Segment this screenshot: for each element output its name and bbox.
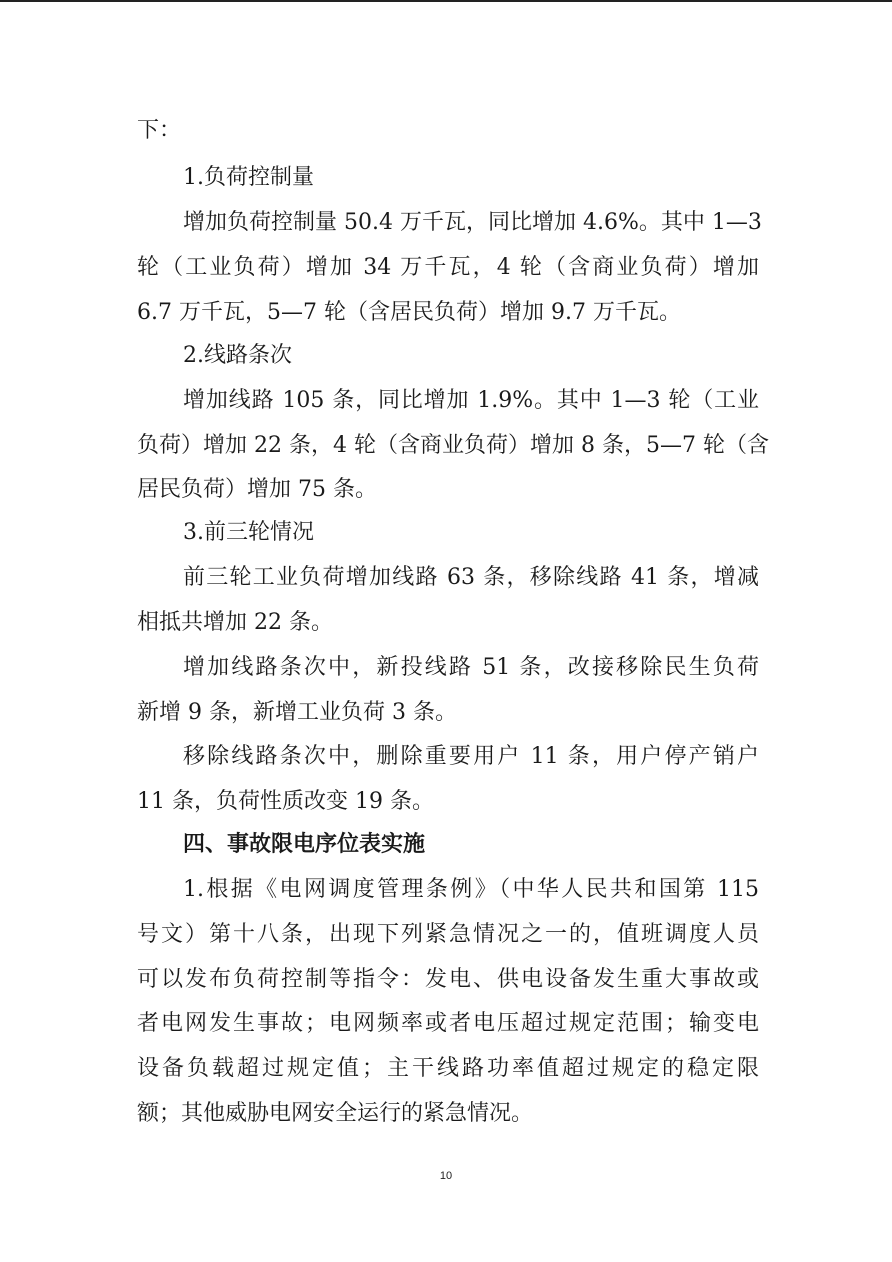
text-line: 相抵共增加 22 条。 xyxy=(137,610,333,635)
text-line: 者电网发生事故；电网频率或者电压超过规定范围；输变电 xyxy=(137,1011,759,1036)
text-line: 增加负荷控制量 50.4 万千瓦，同比增加 4.6%。其中 1—3 xyxy=(183,210,762,235)
section-heading: 1.负荷控制量 xyxy=(183,165,314,190)
text-line: 居民负荷）增加 75 条。 xyxy=(137,477,377,502)
text-line: 6.7 万千瓦，5—7 轮（含居民负荷）增加 9.7 万千瓦。 xyxy=(137,300,681,325)
text-line: 1.根据《电网调度管理条例》（中华人民共和国第 115 xyxy=(183,877,759,902)
text-line: 号文）第十八条，出现下列紧急情况之一的，值班调度人员 xyxy=(137,922,759,947)
text-line: 负荷）增加 22 条，4 轮（含商业负荷）增加 8 条，5—7 轮（含 xyxy=(137,433,769,458)
text-line: 新增 9 条，新增工业负荷 3 条。 xyxy=(137,700,457,725)
text-line: 设备负载超过规定值；主干线路功率值超过规定的稳定限 xyxy=(137,1056,759,1081)
text-line: 增加线路条次中，新投线路 51 条，改接移除民生负荷 xyxy=(183,655,759,680)
chapter-heading: 四、事故限电序位表实施 xyxy=(183,832,426,857)
text-line: 可以发布负荷控制等指令：发电、供电设备发生重大事故或 xyxy=(137,967,759,992)
text-line: 前三轮工业负荷增加线路 63 条，移除线路 41 条，增减 xyxy=(183,565,759,590)
text-line: 11 条，负荷性质改变 19 条。 xyxy=(137,789,434,814)
section-heading: 2.线路条次 xyxy=(183,343,292,368)
section-heading: 3.前三轮情况 xyxy=(183,520,314,545)
text-line: 增加线路 105 条，同比增加 1.9%。其中 1—3 轮（工业 xyxy=(183,388,759,413)
text-line: 额；其他威胁电网安全运行的紧急情况。 xyxy=(137,1101,534,1126)
text-line: 轮（工业负荷）增加 34 万千瓦，4 轮（含商业负荷）增加 xyxy=(137,255,759,280)
page-number: 10 xyxy=(439,1170,453,1182)
text-line: 下： xyxy=(137,118,182,143)
page-top-border xyxy=(0,0,892,2)
text-line: 移除线路条次中，删除重要用户 11 条，用户停产销户 xyxy=(183,744,759,769)
